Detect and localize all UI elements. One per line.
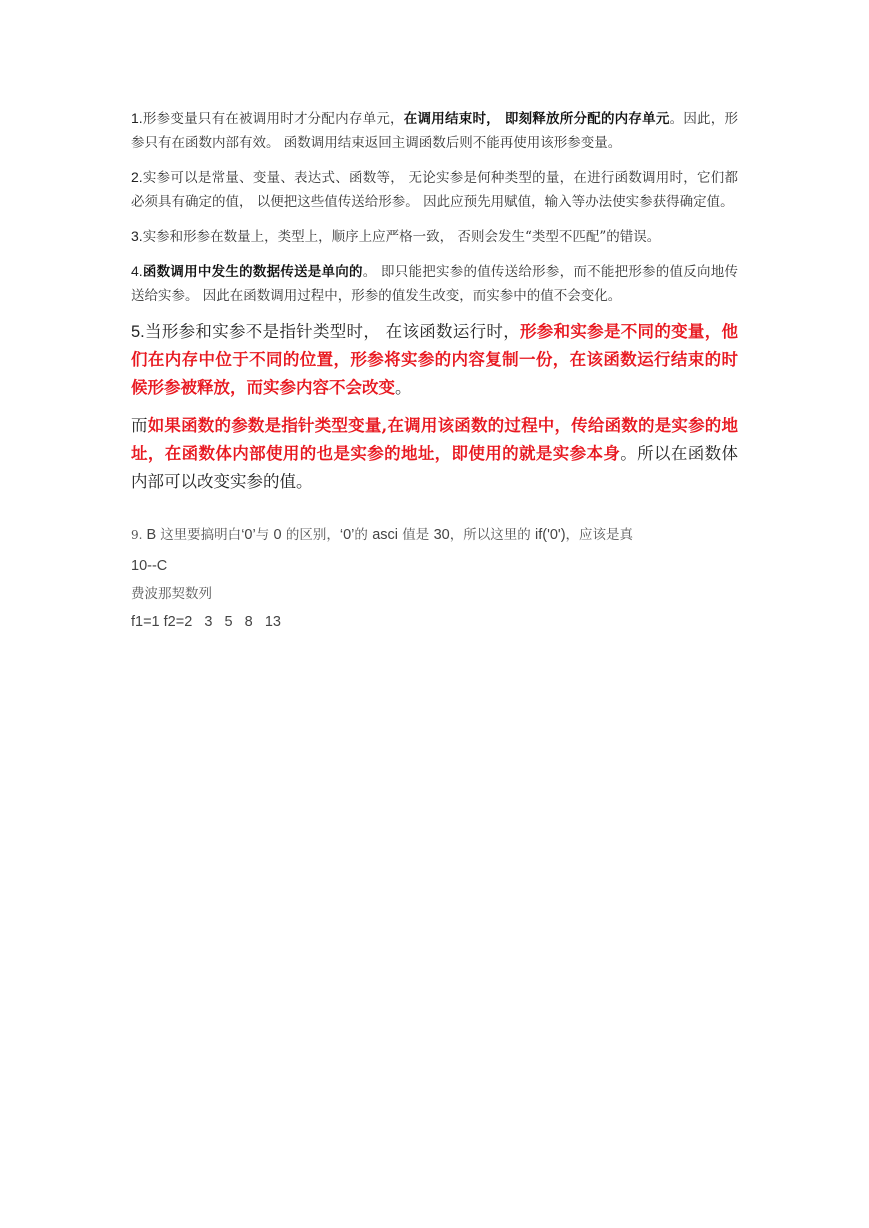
paragraph-6 [131,412,738,496]
bold-text: 在调用结束时， 即刻释放所分配的内存单元 [403,111,670,127]
paragraph-number: 5. [131,323,145,341]
paragraph-text: 实参和形参在数量上，类型上，顺序上应严格一致， 否则会发生“类型不匹配”的错误。 [142,229,661,245]
paragraph-text: 实参可以是常量、变量、表达式、函数等， 无论实参是何种类型的量，在进行函数调用时，它们都必须具有确定的值， 以便把这些值传送给形参。 因此应预先用赋值，输入等办法使实参获得确定值。 [131,170,738,210]
paragraph-text: 。所以在函数体内部可以改变实参的值。 [131,444,739,491]
paragraph-text: 。因此，形参只有在函数内部有效。 函数调用结束返回主调函数后则不能再使用该形参变量。 [131,111,739,151]
note-text: 的区别， [281,527,340,543]
note-text: asci [372,527,398,543]
note-text: 0 [273,527,282,543]
note-text: 30 [433,527,450,543]
paragraph-number: 2. [131,169,143,185]
paragraph-5 [131,318,738,402]
paragraph-number: 4. [131,263,143,279]
bold-text: 函数调用中发生的数据传送是单向的 [142,264,363,280]
fibonacci-title: 费波那契数列 [131,586,212,602]
highlighted-text: 如果函数的参数是指针类型变量,在调用该函数的过程中，传给函数的是实参的地址，在函数体内部使用的也是实参的地址，即使用的就是实参本身 [131,416,738,463]
note-text: ‘0’ [339,527,355,543]
note-number: 9. [131,528,143,542]
paragraph-3 [131,224,738,249]
note-text: 与 [255,527,274,543]
note-text: ‘0’ [241,527,256,543]
note-text: ，应该是真 [565,527,634,543]
paragraph-1 [131,106,738,155]
note-text: 这里要搞明白 [160,527,242,543]
paragraph-text: 形参变量只有在被调用时才分配内存单元， [142,111,404,127]
highlighted-text: 形参和实参是不同的变量，他们在内存中位于不同的位置，形参将实参的内容复制一份，在该函数运行结束的时候形参被释放，而实参内容不会改变 [131,322,738,397]
paragraph-text: 当形参和实参不是指针类型时， 在该函数运行时， [144,322,520,341]
paragraph-text: 。 [395,378,412,397]
paragraph-text: 而 [131,416,148,435]
paragraph-text: 。 即只能把实参的值传送给形参，而不能把形参的值反向地传送给实参。 因此在函数调用过程中，形参的值发生改变，而实参中的值不会变化。 [131,264,738,304]
note-text: if('0') [535,527,566,543]
note-text: ，所以这里的 [449,527,536,543]
paragraph-2 [131,165,738,214]
note-text: 的 [354,527,373,543]
paragraph-4 [131,259,738,308]
fibonacci-sequence: f1=1 f2=2 3 5 8 13 [131,614,281,630]
note-10: 10--C [131,558,168,574]
note-9 [131,520,738,550]
paragraph-number: 1. [131,110,143,126]
document-page [131,106,738,636]
note-text: 值是 [397,527,434,543]
answer-letter: B [142,527,161,543]
paragraph-number: 3. [131,228,143,244]
spacer [131,506,738,520]
